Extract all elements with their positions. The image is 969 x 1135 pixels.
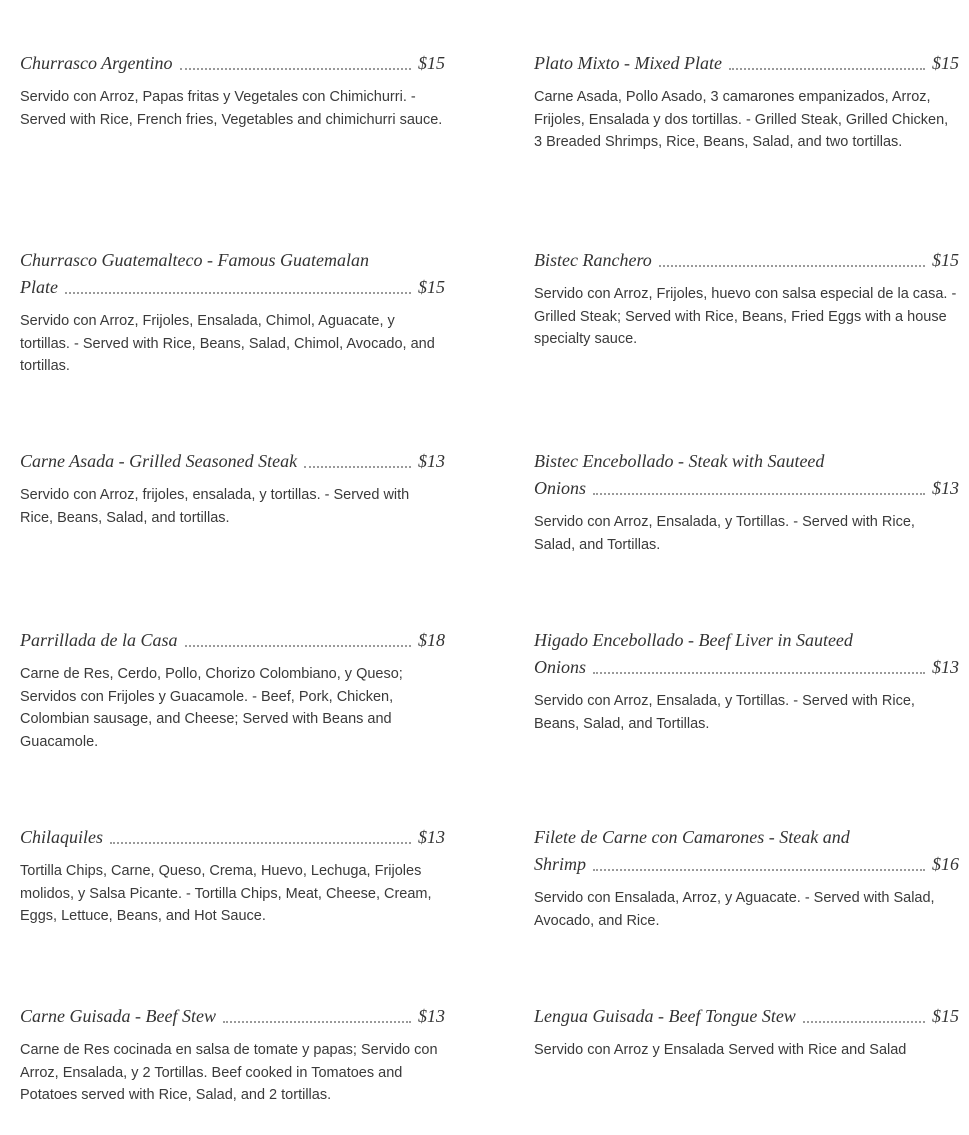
dot-leader	[185, 645, 411, 647]
menu-item-title	[534, 475, 959, 502]
menu-item-price: $13	[932, 478, 959, 498]
menu-item-price: $18	[418, 630, 445, 650]
menu-item-price: $13	[932, 657, 959, 677]
menu-item-price: $16	[932, 854, 959, 874]
menu-item-description: Carne de Res cocinada en salsa de tomate y papas; Servido con Arroz, Ensalada, y 2 Tortillas. Beef cooked in Tomatoes and Potatoes served with Rice, Salad, and 2 tortillas.	[20, 1042, 438, 1103]
menu-item-name-line1: Bistec Encebollado - Steak with Sauteed	[534, 451, 825, 471]
menu-item-description: Carne Asada, Pollo Asado, 3 camarones empanizados, Arroz, Frijoles, Ensalada y dos tortillas. - Grilled Steak, Grilled Chicken, 3 Breaded Shrimps, Rice, Beans, Salad, and two tortillas.	[534, 89, 949, 150]
menu-item-title	[534, 654, 959, 681]
menu-item-title	[20, 824, 445, 851]
menu-item-churrasco-argentino	[20, 50, 445, 131]
menu-item-chilaquiles	[20, 824, 445, 928]
menu-item-description: Servido con Ensalada, Arroz, y Aguacate. - Served with Salad, Avocado, and Rice.	[534, 890, 935, 929]
menu-item-title	[20, 50, 445, 77]
dot-leader	[304, 466, 411, 468]
menu-item-name: Shrimp	[534, 854, 587, 874]
menu-item-description: Tortilla Chips, Carne, Queso, Crema, Huevo, Lechuga, Frijoles molidos, y Salsa Picante. - Tortilla Chips, Meat, Cheese, Cream, Eggs, Lettuce, Beans, and Hot Sauce.	[20, 863, 432, 924]
menu-item-description: Servido con Arroz, Papas fritas y Vegetales con Chimichurri. - Served with Rice, French fries, Vegetables and chimichurri sauce.	[20, 89, 443, 128]
menu-item-plato-mixto	[534, 50, 959, 154]
menu-item-name: Churrasco Argentino	[20, 53, 173, 73]
menu-item-name-line1: Churrasco Guatemalteco - Famous Guatemalan	[20, 250, 369, 270]
menu-item-price: $15	[932, 250, 959, 270]
dot-leader	[593, 869, 925, 871]
dot-leader	[180, 68, 411, 70]
dot-leader	[65, 292, 411, 294]
menu-item-name: Parrillada de la Casa	[20, 630, 178, 650]
dot-leader	[223, 1021, 411, 1023]
menu-item-title	[534, 247, 959, 274]
menu-item-title	[20, 448, 445, 475]
menu-item-name: Carne Guisada - Beef Stew	[20, 1006, 216, 1026]
menu-item-price: $15	[418, 53, 445, 73]
menu-item-name: Onions	[534, 657, 587, 677]
menu-item-higado-encebollado	[534, 627, 959, 735]
menu-item-name-line1: Higado Encebollado - Beef Liver in Sauteed	[534, 630, 853, 650]
menu-item-price: $15	[418, 277, 445, 297]
dot-leader	[593, 493, 925, 495]
menu-item-name: Lengua Guisada - Beef Tongue Stew	[534, 1006, 796, 1026]
menu-item-title	[534, 1003, 959, 1030]
menu-item-title	[20, 627, 445, 654]
menu-item-carne-guisada	[20, 1003, 445, 1107]
menu-item-title	[534, 50, 959, 77]
menu-item-description: Servido con Arroz, Frijoles, Ensalada, Chimol, Aguacate, y tortillas. - Served with Rice, Beans, Salad, Chimol, Avocado, and tortillas.	[20, 313, 435, 374]
menu-item-title	[534, 851, 959, 878]
menu-item-name-line1: Filete de Carne con Camarones - Steak and	[534, 827, 850, 847]
menu-item-price: $15	[932, 1006, 959, 1026]
menu-item-churrasco-guatemalteco	[20, 247, 445, 378]
menu-item-description: Servido con Arroz, Ensalada, y Tortillas. - Served with Rice, Beans, Salad, and Tortillas.	[534, 693, 915, 732]
menu-item-parrillada	[20, 627, 445, 753]
menu-item-bistec-encebollado	[534, 448, 959, 556]
dot-leader	[729, 68, 925, 70]
menu-item-price: $13	[418, 1006, 445, 1026]
menu-item-name: Bistec Ranchero	[534, 250, 652, 270]
menu-item-description: Servido con Arroz, frijoles, ensalada, y tortillas. - Served with Rice, Beans, Salad, and tortillas.	[20, 487, 410, 526]
menu-item-name: Plato Mixto - Mixed Plate	[534, 53, 722, 73]
dot-leader	[803, 1021, 925, 1023]
menu-item-description: Servido con Arroz, Ensalada, y Tortillas. - Served with Rice, Salad, and Tortillas.	[534, 514, 915, 553]
menu-item-price: $13	[418, 827, 445, 847]
menu-item-filete-camarones	[534, 824, 959, 932]
menu-item-title	[20, 274, 445, 301]
menu-item-name: Chilaquiles	[20, 827, 104, 847]
menu-item-name: Carne Asada - Grilled Seasoned Steak	[20, 451, 298, 471]
menu-item-name: Onions	[534, 478, 587, 498]
dot-leader	[593, 672, 925, 674]
menu-item-description: Servido con Arroz, Frijoles, huevo con salsa especial de la casa. - Grilled Steak; Served with Rice, Beans, Fried Eggs with a house specialty sauce.	[534, 286, 957, 347]
dot-leader	[110, 842, 411, 844]
menu-item-description: Carne de Res, Cerdo, Pollo, Chorizo Colombiano, y Queso; Servidos con Frijoles y Guacamole. - Beef, Pork, Chicken, Colombian sausage, and Cheese; Served with Beans and Guacamole.	[20, 666, 403, 750]
menu-item-price: $13	[418, 451, 445, 471]
menu-item-bistec-ranchero	[534, 247, 959, 351]
menu-item-carne-asada	[20, 448, 445, 529]
dot-leader	[659, 265, 925, 267]
menu-item-price: $15	[932, 53, 959, 73]
menu-item-description: Servido con Arroz y Ensalada Served with Rice and Salad	[534, 1042, 907, 1058]
menu-item-name: Plate	[20, 277, 58, 297]
menu-item-title	[20, 1003, 445, 1030]
menu-item-lengua-guisada	[534, 1003, 959, 1062]
